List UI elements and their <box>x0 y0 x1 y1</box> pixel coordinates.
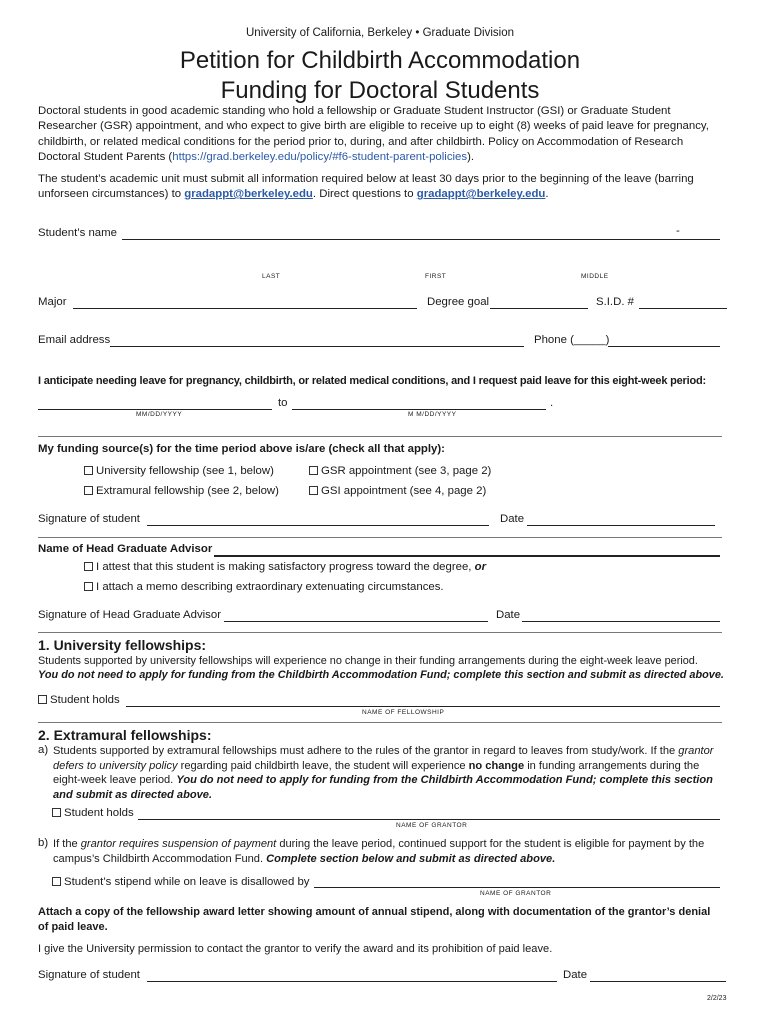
funding-option-gsi[interactable] <box>309 485 486 497</box>
intro-p2-mid: . Direct questions to <box>312 188 417 201</box>
student-holds-grantor[interactable] <box>52 807 134 819</box>
student-date-field[interactable] <box>527 525 715 526</box>
attest-label: I attest that this student is making satisfactory progress toward the degree, <box>96 561 472 573</box>
fellowship-caption: NAME OF FELLOWSHIP <box>362 709 445 716</box>
intro-p2-text: The student’s academic unit must submit all information required below at least 30 days prior to the beginning of the leave (barring unforseen circumstances) to <box>38 173 694 201</box>
degree-goal-label: Degree goal <box>427 296 490 308</box>
end-date-format: M M/DD/YYYY <box>408 411 457 418</box>
funding-option-extramural[interactable] <box>84 485 279 497</box>
advisor-name-label: Name of Head Graduate Advisor <box>38 543 213 555</box>
checkbox[interactable] <box>84 582 93 591</box>
attest-option[interactable] <box>84 561 486 573</box>
memo-label: I attach a memo describing extraordinary extenuating circumstances. <box>96 581 444 593</box>
funding-heading: My funding source(s) for the time period above is/are (check all that apply): <box>38 443 445 455</box>
footer-date: 2/2/23 <box>707 995 727 1002</box>
attest-or: or <box>474 561 487 573</box>
institution-header: University of California, Berkeley • Graduate Division <box>246 27 514 39</box>
phone-label: Phone (_____) <box>534 334 610 346</box>
student-name-label: Student’s name <box>38 227 117 239</box>
middle-caption: MIDDLE <box>581 273 609 280</box>
student-name-field[interactable] <box>122 239 720 240</box>
student-signature-label: Signature of student <box>38 513 140 525</box>
grantor-caption-1: NAME OF GRANTOR <box>396 822 468 829</box>
section-2b-text-2: during the leave period, continued support for the student is eligible for payment by the campus’s Childbirth Accommodation Fund. <box>53 838 705 865</box>
title-line-1: Petition for Childbirth Accommodation <box>179 47 581 74</box>
advisor-name-field[interactable] <box>214 555 720 557</box>
stipend-disallowed-option[interactable] <box>52 876 309 888</box>
section-2b-text-1: If the <box>53 838 81 850</box>
leave-start-field[interactable] <box>38 409 272 410</box>
grantor-name-field-2[interactable] <box>314 887 720 888</box>
grantor-name-field-1[interactable] <box>138 819 720 820</box>
intro-p2-end: . <box>545 188 549 201</box>
first-caption: FIRST <box>425 273 447 280</box>
page-title <box>38 46 722 106</box>
section-2a-prefix: a) <box>38 744 49 756</box>
fellowship-name-field[interactable] <box>126 706 720 707</box>
email-field[interactable] <box>110 346 524 347</box>
section-2a-note: You do not need to apply for funding from the Childbirth Accommodation Fund; complete this section and submit as directed above. <box>53 774 713 801</box>
checkbox[interactable] <box>38 695 47 704</box>
advisor-signature-label: Signature of Head Graduate Advisor <box>38 609 221 621</box>
checkbox[interactable] <box>309 486 318 495</box>
funding-option-label: GSR appointment (see 3, page 2) <box>321 465 492 477</box>
funding-option-gsr[interactable] <box>309 465 491 477</box>
divider-2 <box>38 537 722 538</box>
intro-p1-end: ). <box>467 150 475 163</box>
section-2a-italic: grantor defers to university policy <box>53 745 714 772</box>
email-label: Email address <box>38 334 111 346</box>
leave-period: . <box>550 397 554 409</box>
final-signature-label: Signature of student <box>38 969 140 981</box>
final-date-field[interactable] <box>590 981 726 982</box>
checkbox[interactable] <box>84 562 93 571</box>
checkbox[interactable] <box>52 808 61 817</box>
final-signature-field[interactable] <box>147 981 557 982</box>
checkbox[interactable] <box>309 466 318 475</box>
student-signature-field[interactable] <box>147 525 489 526</box>
checkbox[interactable] <box>52 877 61 886</box>
final-date-label: Date <box>563 969 588 981</box>
intro-p1-text: Doctoral students in good academic standing who hold a fellowship or Graduate Student Instructor (GSI) or Graduate Student Researcher (GSR) appointment, and who expect to give birth are eligible to receive up to eight (8) weeks of paid leave for pregnancy, childbirth, or related medical conditions for the period prior to, during, and after childbirth. Policy on Accommodation of Research Doctoral Student Parents ( <box>38 105 709 163</box>
title-line-2: Funding for Doctoral Students <box>220 77 540 104</box>
advisor-date-field[interactable] <box>522 621 720 622</box>
section-1-heading: 1. University fellowships: <box>38 637 207 653</box>
stipend-disallowed-label: Student’s stipend while on leave is disallowed by <box>64 876 310 888</box>
email-link-1[interactable]: gradappt@berkeley.edu <box>184 188 313 201</box>
advisor-date-label: Date <box>496 609 521 621</box>
memo-option[interactable] <box>84 581 444 593</box>
section-2b-text <box>53 837 722 866</box>
major-label: Major <box>38 296 67 308</box>
section-2b-italic: grantor requires suspension of payment <box>80 838 277 850</box>
funding-option-university[interactable] <box>84 465 274 477</box>
section-2-heading: 2. Extramural fellowships: <box>38 727 212 743</box>
intro-paragraph-2 <box>38 172 722 203</box>
funding-option-label: University fellowship (see 1, below) <box>96 465 274 477</box>
section-2a-bold: no change <box>468 759 525 772</box>
divider-1 <box>38 436 722 437</box>
advisor-signature-field[interactable] <box>224 621 488 622</box>
section-2b-prefix: b) <box>38 837 49 849</box>
funding-option-label: GSI appointment (see 4, page 2) <box>321 485 487 497</box>
major-field[interactable] <box>73 308 417 309</box>
section-2a-text <box>53 744 722 802</box>
student-holds-grantor-label: Student holds <box>64 807 134 819</box>
student-date-label: Date <box>500 513 525 525</box>
section-2a-text-2: regarding paid childbirth leave, the student will experience <box>177 759 469 772</box>
student-holds-fellowship[interactable] <box>38 694 120 706</box>
grantor-caption-2: NAME OF GRANTOR <box>480 890 552 897</box>
intro-paragraph-1 <box>38 104 722 165</box>
section-2a-text-3: in funding arrangements during the eight-week leave period. <box>53 759 700 787</box>
checkbox[interactable] <box>84 486 93 495</box>
divider-3 <box>38 632 722 633</box>
funding-option-label: Extramural fellowship (see 2, below) <box>96 485 279 497</box>
sid-label: S.I.D. # <box>596 296 634 308</box>
leave-statement: I anticipate needing leave for pregnancy, childbirth, or related medical conditions, and I request paid leave for this eight-week period: <box>38 375 706 387</box>
divider-4 <box>38 722 722 723</box>
section-1-text: Students supported by university fellowships will experience no change in their funding arrangements during the eight-week leave period. <box>38 655 698 667</box>
checkbox[interactable] <box>84 466 93 475</box>
name-dash: - <box>676 225 680 237</box>
attach-instruction: Attach a copy of the fellowship award letter showing amount of annual stipend, along with documentation of the grantor’s denial of paid leave. <box>38 906 711 933</box>
section-2b-note: Complete section below and submit as directed above. <box>266 852 556 865</box>
student-holds-label: Student holds <box>50 694 120 706</box>
leave-end-field[interactable] <box>292 409 546 410</box>
leave-to: to <box>278 397 288 409</box>
policy-link[interactable]: https://grad.berkeley.edu/policy/#f6-student-parent-policies <box>172 150 468 163</box>
email-link-2[interactable]: gradappt@berkeley.edu <box>416 188 546 201</box>
sid-field[interactable] <box>639 308 727 309</box>
last-caption: LAST <box>262 273 281 280</box>
phone-field[interactable] <box>608 346 720 347</box>
start-date-format: MM/DD/YYYY <box>136 411 183 418</box>
degree-goal-field[interactable] <box>490 308 588 309</box>
permission-text: I give the University permission to contact the grantor to verify the award and its prohibition of paid leave. <box>38 943 553 955</box>
section-1-note: You do not need to apply for funding from the Childbirth Accommodation Fund; complete this section and submit as directed above. <box>38 669 724 681</box>
section-2a-text-1: Students supported by extramural fellowships must adhere to the rules of the grantor in regard to leaves from study/work. If the <box>53 745 676 757</box>
